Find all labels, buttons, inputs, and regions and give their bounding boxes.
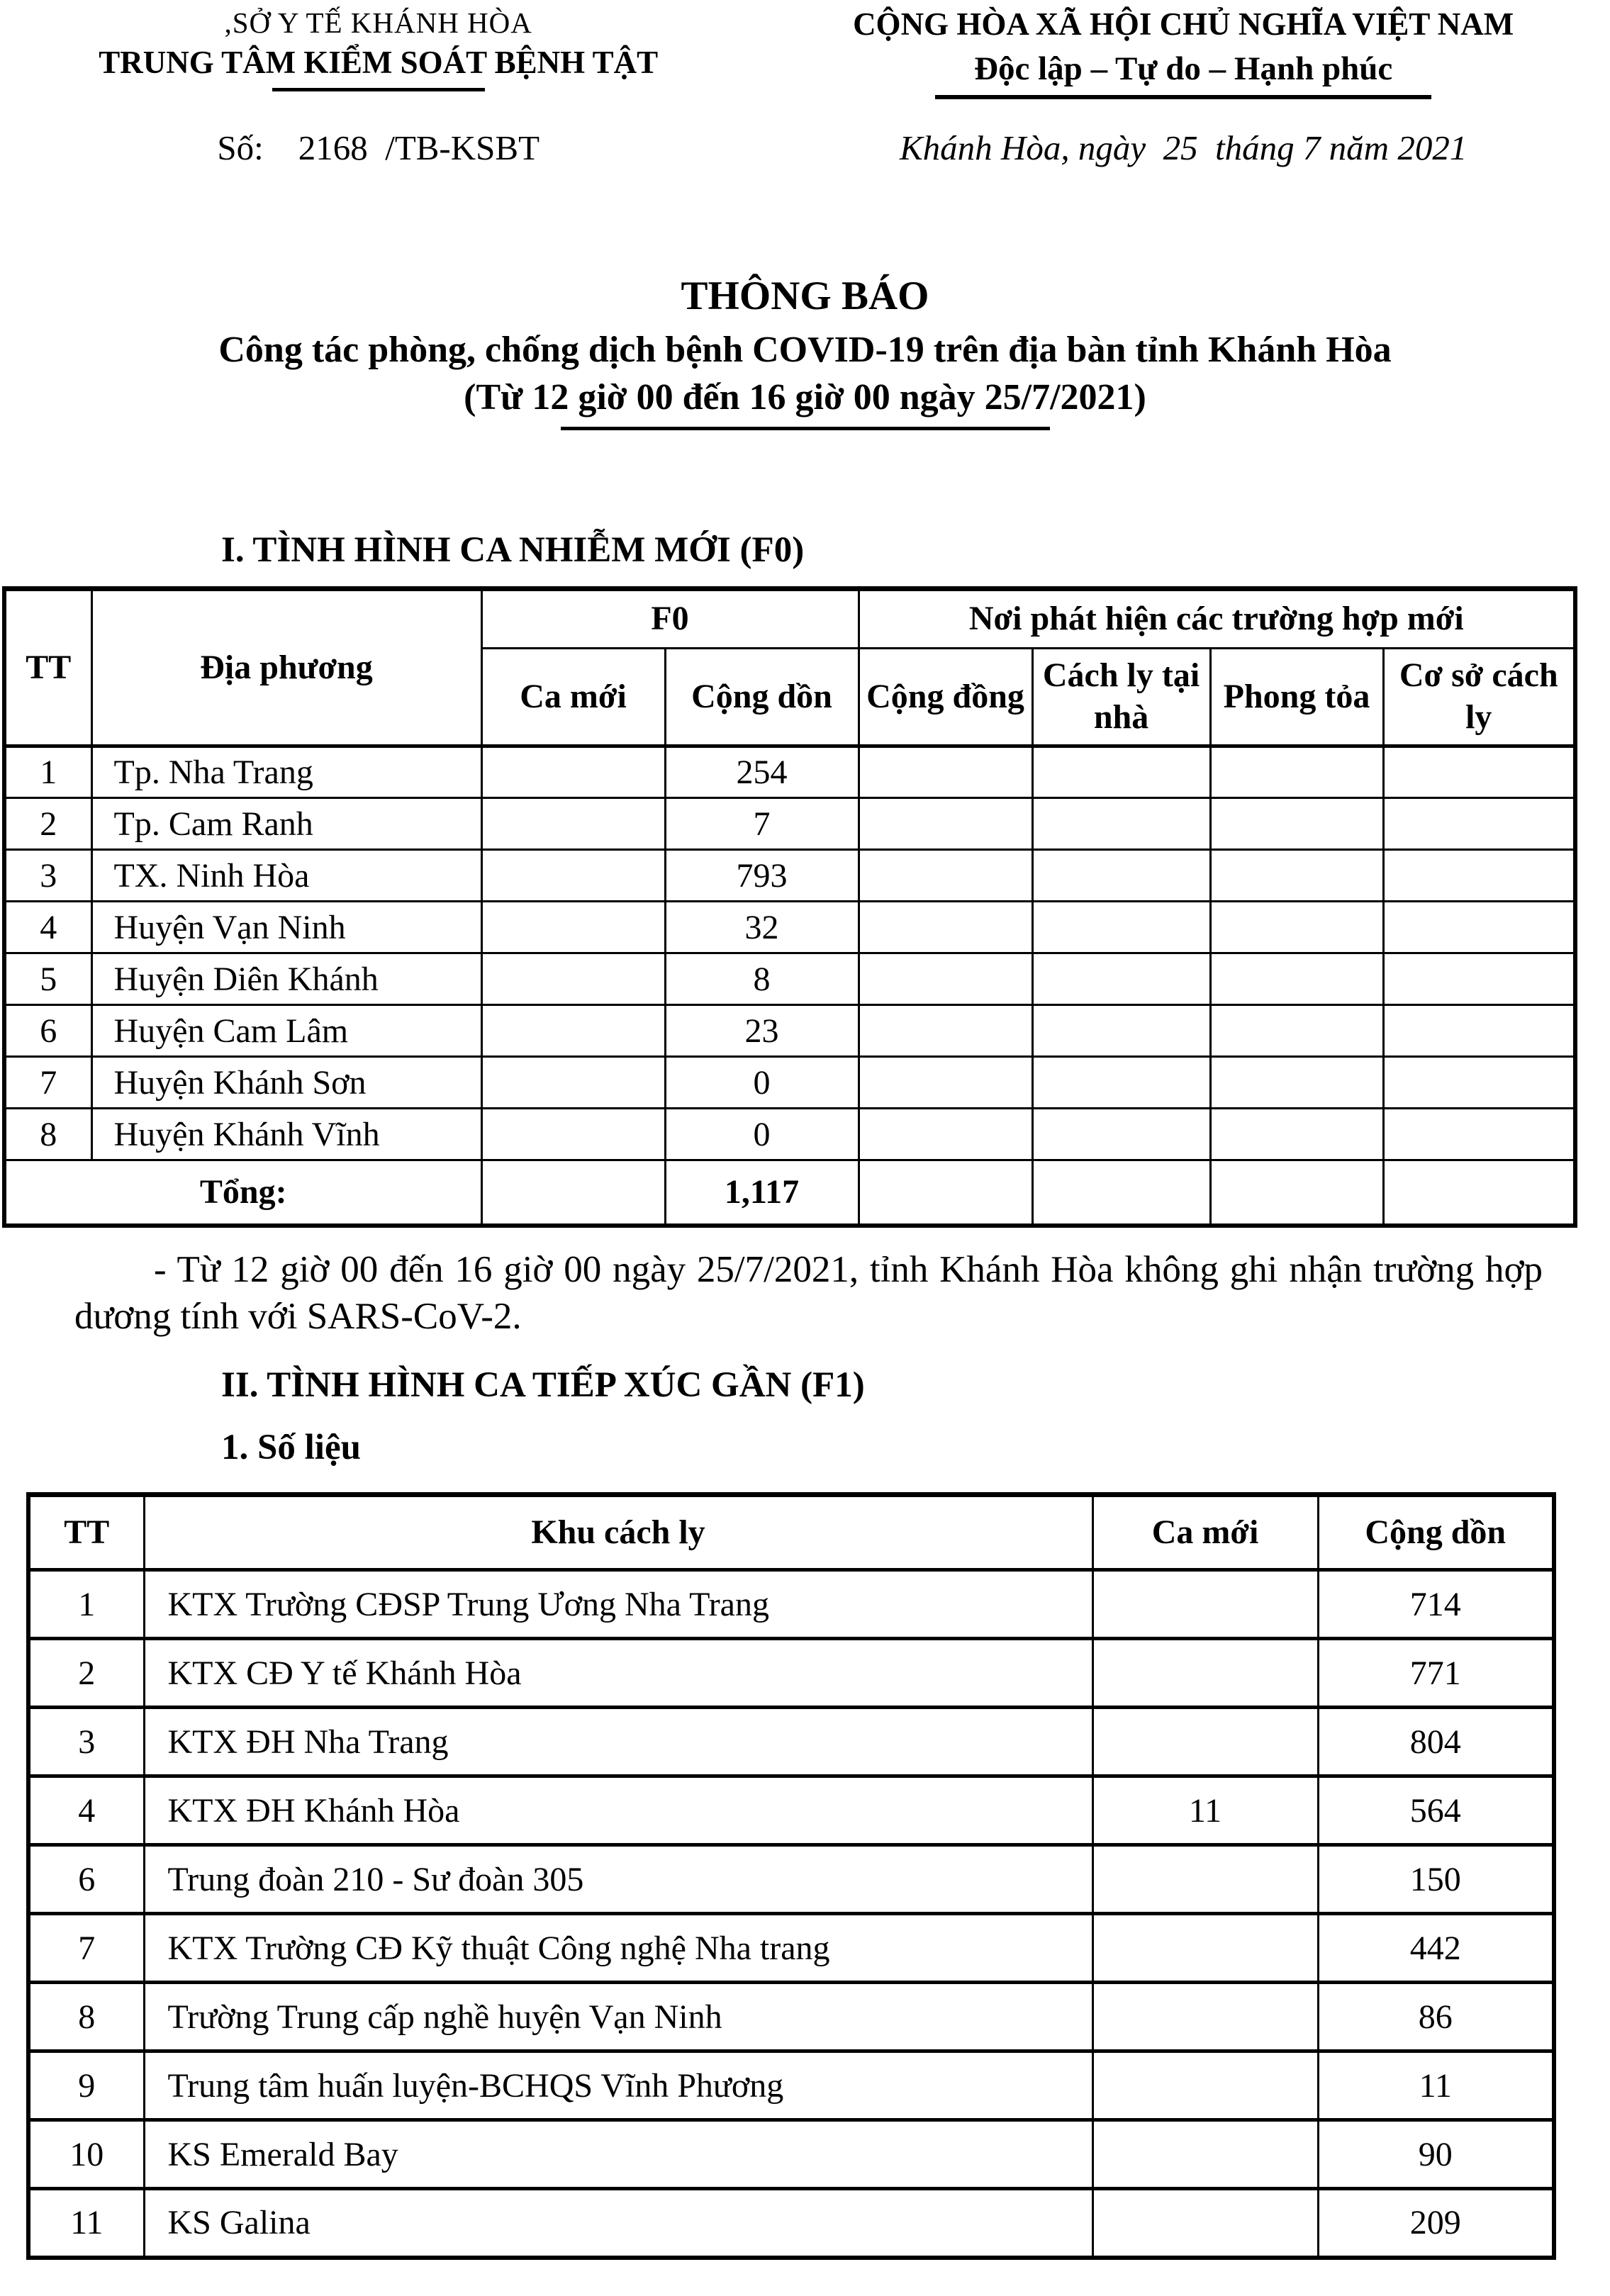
table-row xyxy=(28,1776,1554,1845)
organization-name: TRUNG TÂM KIỂM SOÁT BỆNH TẬT xyxy=(99,45,659,80)
col-tt-header: TT xyxy=(4,589,91,746)
total-community xyxy=(859,1160,1032,1226)
national-header-block xyxy=(756,6,1610,99)
total-home xyxy=(1032,1160,1210,1226)
f0-total-row xyxy=(4,1160,1575,1226)
quarantine-zone-cell: KS Emerald Bay xyxy=(144,2120,1092,2189)
quarantine-zone-cell: KTX ĐH Khánh Hòa xyxy=(144,1776,1092,1845)
quarantine-zone-cell: KTX Trường CĐ Kỹ thuật Công nghệ Nha trang xyxy=(144,1914,1092,1983)
row-index-cell: 6 xyxy=(28,1845,144,1914)
locality-cell: Huyện Khánh Vĩnh xyxy=(91,1109,481,1160)
quarantine-facility-cell xyxy=(1383,850,1575,902)
total-cumulative: 1,117 xyxy=(665,1160,859,1226)
community-cell xyxy=(859,953,1032,1005)
f1-header-row xyxy=(28,1495,1554,1570)
date-cell xyxy=(756,128,1610,168)
title-block xyxy=(0,273,1610,430)
cumulative-cell: 209 xyxy=(1318,2189,1554,2258)
quarantine-zone-cell: KTX CĐ Y tế Khánh Hòa xyxy=(144,1639,1092,1708)
doc-number: Số: 2168 /TB-KSBT xyxy=(217,128,540,167)
notice-period: (Từ 12 giờ 00 đến 16 giờ 00 ngày 25/7/2021) xyxy=(464,377,1146,418)
community-cell xyxy=(859,746,1032,798)
f1-table-header xyxy=(28,1495,1554,1570)
community-cell xyxy=(859,1005,1032,1057)
cumulative-cell: 0 xyxy=(665,1057,859,1109)
table-row xyxy=(28,1845,1554,1914)
row-index-cell: 3 xyxy=(28,1708,144,1776)
locality-cell: Tp. Cam Ranh xyxy=(91,798,481,850)
home-quarantine-cell xyxy=(1032,902,1210,953)
table-row xyxy=(28,1708,1554,1776)
lockdown-cell xyxy=(1210,798,1383,850)
row-index-cell: 8 xyxy=(28,1983,144,2051)
new-cases-cell xyxy=(481,1109,665,1160)
table-row xyxy=(4,1005,1575,1057)
total-label: Tổng: xyxy=(4,1160,481,1226)
community-cell xyxy=(859,902,1032,953)
new-cases-cell xyxy=(1092,2189,1318,2258)
row-index-cell: 8 xyxy=(4,1109,91,1160)
quarantine-facility-cell xyxy=(1383,1057,1575,1109)
table-row xyxy=(4,798,1575,850)
f0-table xyxy=(2,586,1577,1228)
new-cases-cell xyxy=(481,798,665,850)
row-index-cell: 10 xyxy=(28,2120,144,2189)
section2-heading: II. TÌNH HÌNH CA TIẾP XÚC GẦN (F1) xyxy=(221,1365,865,1406)
lockdown-cell xyxy=(1210,1005,1383,1057)
lockdown-cell xyxy=(1210,953,1383,1005)
col-cumulative-header: Cộng dồn xyxy=(665,649,859,746)
table-row xyxy=(4,1057,1575,1109)
table-row xyxy=(4,902,1575,953)
new-cases-cell xyxy=(481,1005,665,1057)
home-quarantine-cell xyxy=(1032,1109,1210,1160)
cumulative-cell: 11 xyxy=(1318,2051,1554,2120)
table-row xyxy=(4,1109,1575,1160)
org-divider xyxy=(272,88,485,91)
notice-title: THÔNG BÁO xyxy=(681,274,929,318)
row-index-cell: 7 xyxy=(4,1057,91,1109)
quarantine-zone-cell: Trung tâm huấn luyện-BCHQS Vĩnh Phương xyxy=(144,2051,1092,2120)
quarantine-zone-cell: KS Galina xyxy=(144,2189,1092,2258)
total-facility xyxy=(1383,1160,1575,1226)
new-cases-cell xyxy=(1092,1983,1318,2051)
locality-cell: Huyện Diên Khánh xyxy=(91,953,481,1005)
cumulative-cell: 442 xyxy=(1318,1914,1554,1983)
total-new-cases xyxy=(481,1160,665,1226)
table-row xyxy=(28,2051,1554,2120)
col-home-quarantine-header: Cách ly tại nhà xyxy=(1032,649,1210,746)
national-title: CỘNG HÒA XÃ HỘI CHỦ NGHĨA VIỆT NAM xyxy=(853,6,1514,42)
row-index-cell: 4 xyxy=(28,1776,144,1845)
cumulative-cell: 7 xyxy=(665,798,859,850)
home-quarantine-cell xyxy=(1032,1057,1210,1109)
section1-heading: I. TÌNH HÌNH CA NHIỄM MỚI (F0) xyxy=(221,530,805,570)
new-cases-cell xyxy=(1092,2051,1318,2120)
row-index-cell: 3 xyxy=(4,850,91,902)
row-index-cell: 9 xyxy=(28,2051,144,2120)
cumulative-cell: 804 xyxy=(1318,1708,1554,1776)
row-index-cell: 5 xyxy=(4,953,91,1005)
col-quarantine-facility-header: Cơ sở cách ly xyxy=(1383,649,1575,746)
locality-cell: Huyện Cam Lâm xyxy=(91,1005,481,1057)
title-divider xyxy=(561,427,1050,430)
cumulative-cell: 793 xyxy=(665,850,859,902)
community-cell xyxy=(859,1109,1032,1160)
row-index-cell: 2 xyxy=(4,798,91,850)
issue-date: Khánh Hòa, ngày 25 tháng 7 năm 2021 xyxy=(900,128,1468,167)
letterhead xyxy=(0,0,1610,99)
new-cases-cell xyxy=(481,746,665,798)
cumulative-cell: 8 xyxy=(665,953,859,1005)
quarantine-facility-cell xyxy=(1383,1109,1575,1160)
f1-table-body xyxy=(28,1570,1554,2258)
notice-subject: Công tác phòng, chống dịch bệnh COVID-19 trên địa bàn tỉnh Khánh Hòa xyxy=(218,330,1392,370)
doc-number-cell xyxy=(0,128,756,168)
quarantine-facility-cell xyxy=(1383,746,1575,798)
community-cell xyxy=(859,798,1032,850)
locality-cell: Huyện Vạn Ninh xyxy=(91,902,481,953)
quarantine-facility-cell xyxy=(1383,1005,1575,1057)
row-index-cell: 1 xyxy=(28,1570,144,1639)
new-cases-cell xyxy=(481,953,665,1005)
new-cases-cell: 11 xyxy=(1092,1776,1318,1845)
quarantine-zone-cell: KTX Trường CĐSP Trung Ương Nha Trang xyxy=(144,1570,1092,1639)
row-index-cell: 11 xyxy=(28,2189,144,2258)
row-index-cell: 2 xyxy=(28,1639,144,1708)
locality-cell: Huyện Khánh Sơn xyxy=(91,1057,481,1109)
f0-table-footer xyxy=(4,1160,1575,1226)
lockdown-cell xyxy=(1210,1109,1383,1160)
quarantine-facility-cell xyxy=(1383,902,1575,953)
cumulative-cell: 254 xyxy=(665,746,859,798)
table-row xyxy=(4,953,1575,1005)
table-row xyxy=(4,746,1575,798)
lockdown-cell xyxy=(1210,746,1383,798)
col-community-header: Cộng đồng xyxy=(859,649,1032,746)
new-cases-cell xyxy=(1092,1845,1318,1914)
row-index-cell: 6 xyxy=(4,1005,91,1057)
section2-subheading: 1. Số liệu xyxy=(221,1428,361,1468)
locality-cell: Tp. Nha Trang xyxy=(91,746,481,798)
lockdown-cell xyxy=(1210,850,1383,902)
total-lockdown xyxy=(1210,1160,1383,1226)
f1-table xyxy=(26,1492,1556,2260)
row-index-cell: 7 xyxy=(28,1914,144,1983)
table-row xyxy=(4,850,1575,902)
table-row xyxy=(28,2120,1554,2189)
cumulative-cell: 0 xyxy=(665,1109,859,1160)
cumulative-cell: 771 xyxy=(1318,1639,1554,1708)
quarantine-zone-cell: Trường Trung cấp nghề huyện Vạn Ninh xyxy=(144,1983,1092,2051)
new-cases-cell xyxy=(481,1057,665,1109)
f0-table-header xyxy=(4,589,1575,746)
col-new-cases-header: Ca mới xyxy=(481,649,665,746)
home-quarantine-cell xyxy=(1032,1005,1210,1057)
community-cell xyxy=(859,850,1032,902)
cumulative-cell: 714 xyxy=(1318,1570,1554,1639)
quarantine-facility-cell xyxy=(1383,953,1575,1005)
cumulative-cell: 86 xyxy=(1318,1983,1554,2051)
lockdown-cell xyxy=(1210,1057,1383,1109)
col-locality-header: Địa phương xyxy=(91,589,481,746)
new-cases-cell xyxy=(481,902,665,953)
new-cases-cell xyxy=(1092,1639,1318,1708)
locality-cell: TX. Ninh Hòa xyxy=(91,850,481,902)
cumulative-cell: 150 xyxy=(1318,1845,1554,1914)
table-row xyxy=(28,1570,1554,1639)
cumulative-cell: 32 xyxy=(665,902,859,953)
home-quarantine-cell xyxy=(1032,953,1210,1005)
col-lockdown-header: Phong tỏa xyxy=(1210,649,1383,746)
quarantine-zone-cell: Trung đoàn 210 - Sư đoàn 305 xyxy=(144,1845,1092,1914)
table-row xyxy=(28,1639,1554,1708)
cumulative-cell: 23 xyxy=(665,1005,859,1057)
new-cases-cell xyxy=(1092,2120,1318,2189)
lockdown-cell xyxy=(1210,902,1383,953)
home-quarantine-cell xyxy=(1032,850,1210,902)
department-name: ,SỞ Y TẾ KHÁNH HÒA xyxy=(224,6,532,39)
f0-table-body xyxy=(4,746,1575,1160)
row-index-cell: 1 xyxy=(4,746,91,798)
quarantine-zone-cell: KTX ĐH Nha Trang xyxy=(144,1708,1092,1776)
f0-header-row-1 xyxy=(4,589,1575,649)
table-row xyxy=(28,2189,1554,2258)
new-cases-cell xyxy=(1092,1570,1318,1639)
row-index-cell: 4 xyxy=(4,902,91,953)
col-zone-header: Khu cách ly xyxy=(144,1495,1092,1570)
home-quarantine-cell xyxy=(1032,746,1210,798)
table-row xyxy=(28,1983,1554,2051)
f0-note: - Từ 12 giờ 00 đến 16 giờ 00 ngày 25/7/2021, tỉnh Khánh Hòa không ghi nhận trường hợp dương tính với SARS-CoV-2. xyxy=(74,1248,1543,1338)
col-cumulative-header: Cộng dồn xyxy=(1318,1495,1554,1570)
new-cases-cell xyxy=(481,850,665,902)
new-cases-cell xyxy=(1092,1708,1318,1776)
home-quarantine-cell xyxy=(1032,798,1210,850)
col-new-cases-header: Ca mới xyxy=(1092,1495,1318,1570)
doc-meta-row xyxy=(0,128,1610,168)
issuing-org-block xyxy=(0,6,756,99)
group-detection-header: Nơi phát hiện các trường hợp mới xyxy=(859,589,1575,649)
national-motto: Độc lập – Tự do – Hạnh phúc xyxy=(974,50,1393,87)
community-cell xyxy=(859,1057,1032,1109)
motto-divider xyxy=(935,95,1431,99)
cumulative-cell: 564 xyxy=(1318,1776,1554,1845)
col-tt-header: TT xyxy=(28,1495,144,1570)
group-f0-header: F0 xyxy=(481,589,859,649)
quarantine-facility-cell xyxy=(1383,798,1575,850)
new-cases-cell xyxy=(1092,1914,1318,1983)
table-row xyxy=(28,1914,1554,1983)
cumulative-cell: 90 xyxy=(1318,2120,1554,2189)
